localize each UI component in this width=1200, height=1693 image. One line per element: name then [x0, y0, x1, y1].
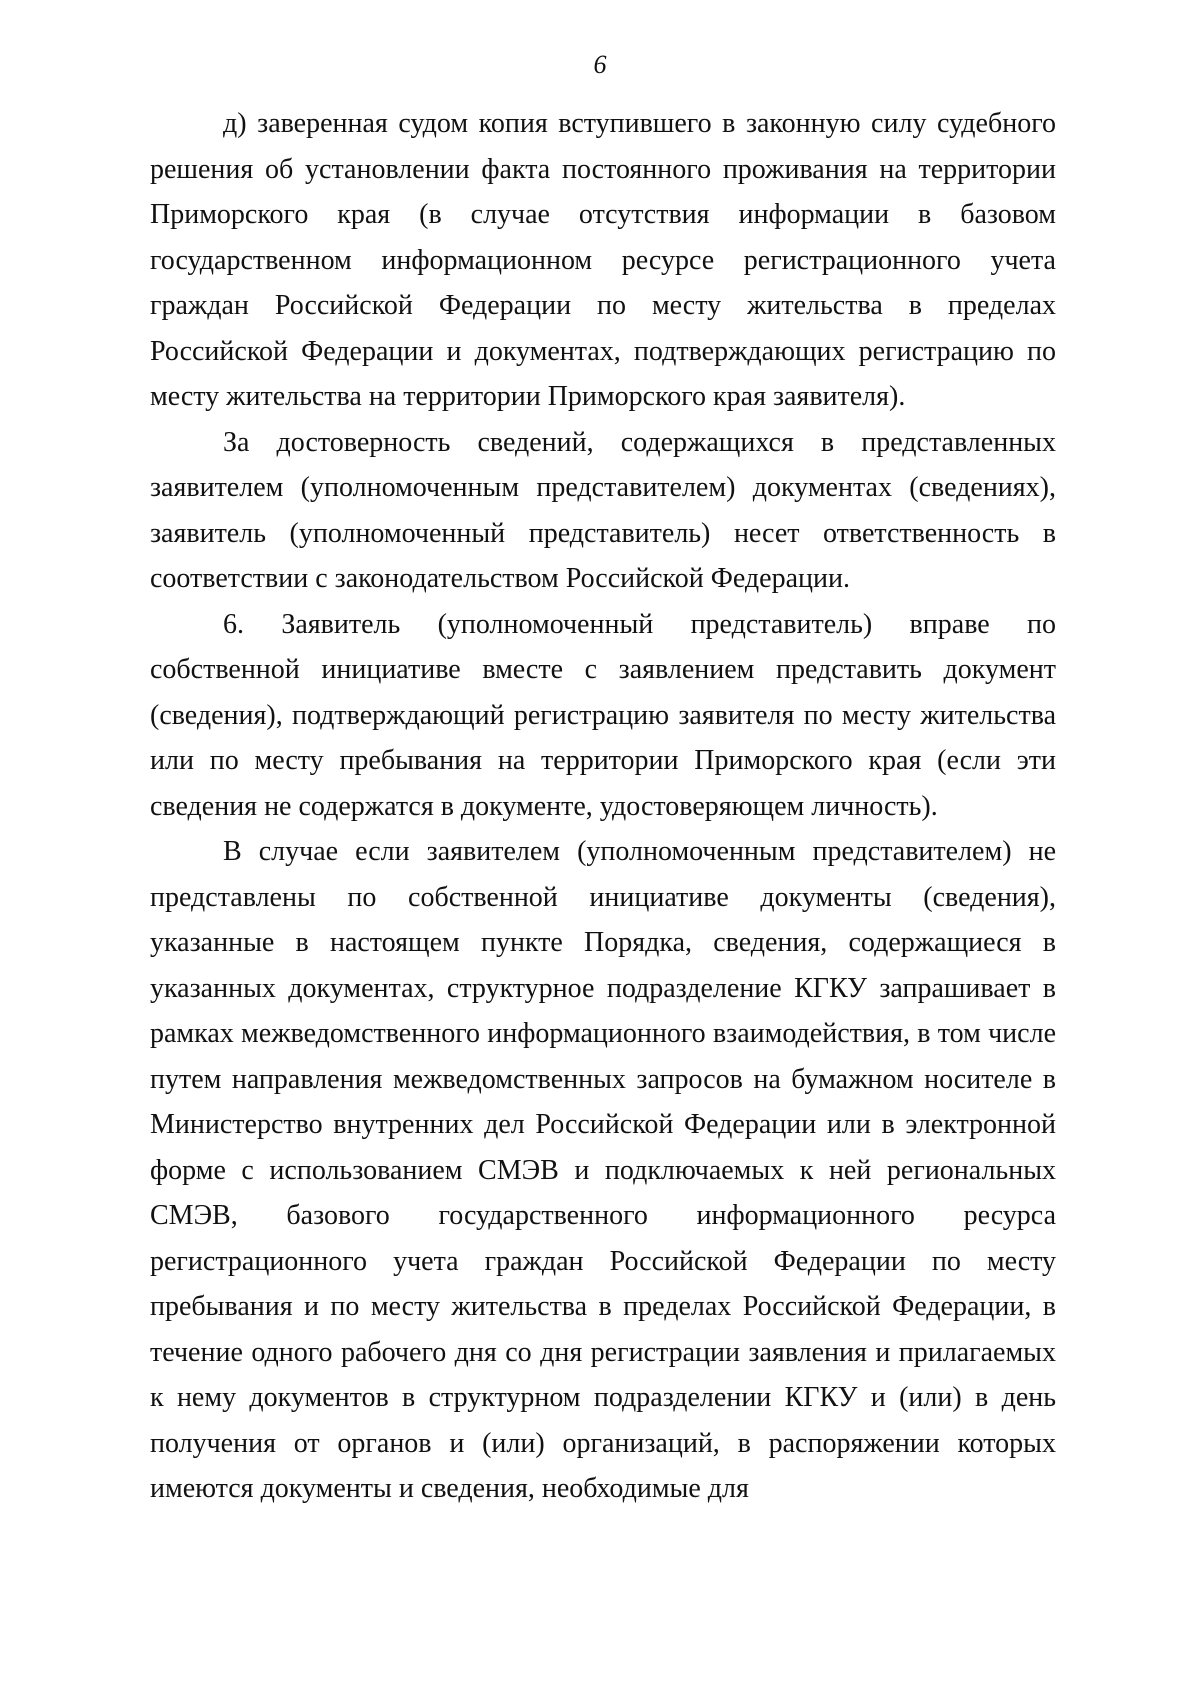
- paragraph-interagency-request: В случае если заявителем (уполномоченным представителем) не представлены по собственной инициативе документы (сведения), указанные в настоящем пункте Порядка, сведения, содержащиеся в указанных документах, структурное подразделение КГКУ запрашивает в рамках межведомственного информационного взаимодействия, в том числе путем направления межведомственных запросов на бумажном носителе в Министерство внутренних дел Российской Федерации или в электронной форме с использованием СМЭВ и подключаемых к ней региональных СМЭВ, базового государственного информационного ресурса регистрационного учета граждан Российской Федерации по месту пребывания и по месту жительства в пределах Российской Федерации, в течение одного рабочего дня со дня регистрации заявления и прилагаемых к нему документов в структурном подразделении КГКУ и (или) в день получения от органов и (или) организаций, в распоряжении которых имеются документы и сведения, необходимые для: [150, 836, 1056, 1504]
- document-body: [150, 101, 1056, 1512]
- paragraph-court-copy: д) заверенная судом копия вступившего в законную силу судебного решения об установлении факта постоянного проживания на территории Приморского края (в случае отсутствия информации в базовом государственном информационном ресурсе регистрационного учета граждан Российской Федерации по месту жительства в пределах Российской Федерации и документах, подтверждающих регистрацию по месту жительства на территории Приморского края заявителя).: [150, 108, 1056, 412]
- paragraph-item-6: 6. Заявитель (уполномоченный представитель) вправе по собственной инициативе вместе с заявлением представить документ (сведения), подтверждающий регистрацию заявителя по месту жительства или по месту пребывания на территории Приморского края (если эти сведения не содержатся в документе, удостоверяющем личность).: [150, 608, 1056, 822]
- page-number: 6: [593, 50, 607, 79]
- paragraph-responsibility: За достоверность сведений, содержащихся в представленных заявителем (уполномоченным представителем) документах (сведениях), заявитель (уполномоченный представитель) несет ответственность в соответствии с законодательством Российской Федерации.: [150, 426, 1056, 594]
